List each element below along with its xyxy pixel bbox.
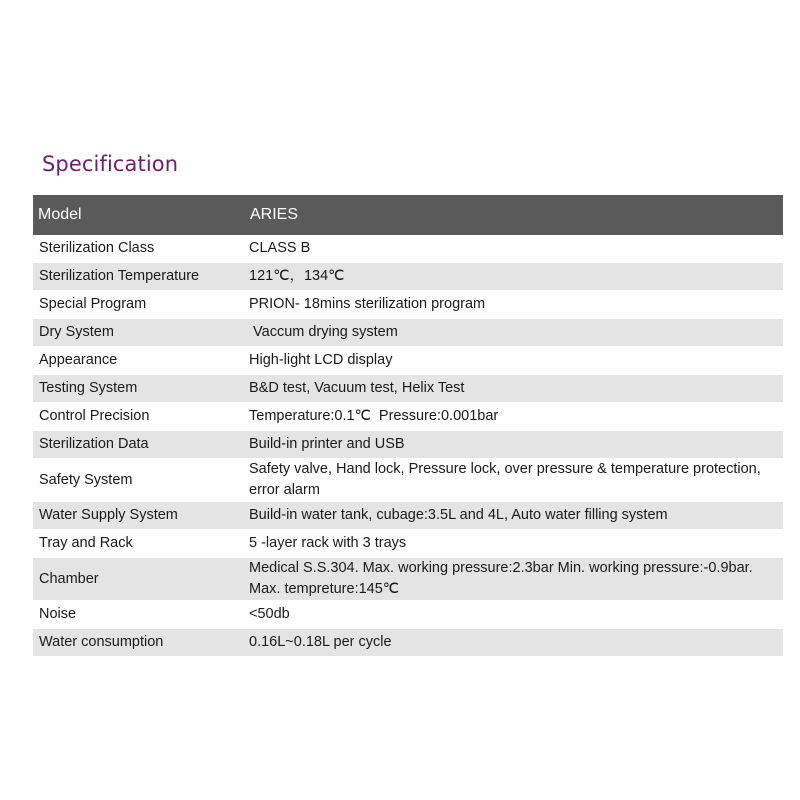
table-row bbox=[33, 235, 783, 263]
row-value: 5 -layer rack with 3 trays bbox=[241, 530, 783, 558]
table-row bbox=[33, 431, 783, 459]
header-model-value: ARIES bbox=[241, 195, 783, 235]
table-row bbox=[33, 403, 783, 431]
page-title: Specification bbox=[42, 152, 179, 176]
specification-table bbox=[33, 195, 783, 657]
row-value: Safety valve, Hand lock, Pressure lock, over pressure & temperature protection, error alarm bbox=[241, 459, 783, 502]
header-model-label: Model bbox=[33, 195, 241, 235]
table-row bbox=[33, 459, 783, 502]
row-label: Special Program bbox=[33, 291, 241, 319]
row-label: Sterilization Temperature bbox=[33, 263, 241, 291]
row-value: Medical S.S.304. Max. working pressure:2.3bar Min. working pressure:-0.9bar. Max. tempreture:145℃ bbox=[241, 558, 783, 601]
table-header-row bbox=[33, 195, 783, 235]
row-label: Water Supply System bbox=[33, 502, 241, 530]
table-row bbox=[33, 347, 783, 375]
table-row bbox=[33, 629, 783, 657]
row-label: Sterilization Class bbox=[33, 235, 241, 263]
row-label: Chamber bbox=[33, 558, 241, 601]
row-label: Dry System bbox=[33, 319, 241, 347]
row-label: Water consumption bbox=[33, 629, 241, 657]
row-value: Build-in water tank, cubage:3.5L and 4L, Auto water filling system bbox=[241, 502, 783, 530]
row-value: Build-in printer and USB bbox=[241, 431, 783, 459]
table-row bbox=[33, 502, 783, 530]
row-value: Temperature:0.1℃ Pressure:0.001bar bbox=[241, 403, 783, 431]
row-label: Testing System bbox=[33, 375, 241, 403]
row-label: Noise bbox=[33, 601, 241, 629]
table-row bbox=[33, 558, 783, 601]
table-row bbox=[33, 291, 783, 319]
table-row bbox=[33, 319, 783, 347]
row-label: Sterilization Data bbox=[33, 431, 241, 459]
table-row bbox=[33, 601, 783, 629]
table-row bbox=[33, 375, 783, 403]
row-label: Appearance bbox=[33, 347, 241, 375]
row-value: PRION- 18mins sterilization program bbox=[241, 291, 783, 319]
table-row bbox=[33, 263, 783, 291]
row-value: <50db bbox=[241, 601, 783, 629]
row-value: B&D test, Vacuum test, Helix Test bbox=[241, 375, 783, 403]
row-label: Safety System bbox=[33, 459, 241, 502]
table-row bbox=[33, 530, 783, 558]
row-value: CLASS B bbox=[241, 235, 783, 263]
row-value: 0.16L~0.18L per cycle bbox=[241, 629, 783, 657]
row-label: Tray and Rack bbox=[33, 530, 241, 558]
row-value: Vaccum drying system bbox=[241, 319, 783, 347]
row-value: 121℃，134℃ bbox=[241, 263, 783, 291]
row-label: Control Precision bbox=[33, 403, 241, 431]
row-value: High-light LCD display bbox=[241, 347, 783, 375]
